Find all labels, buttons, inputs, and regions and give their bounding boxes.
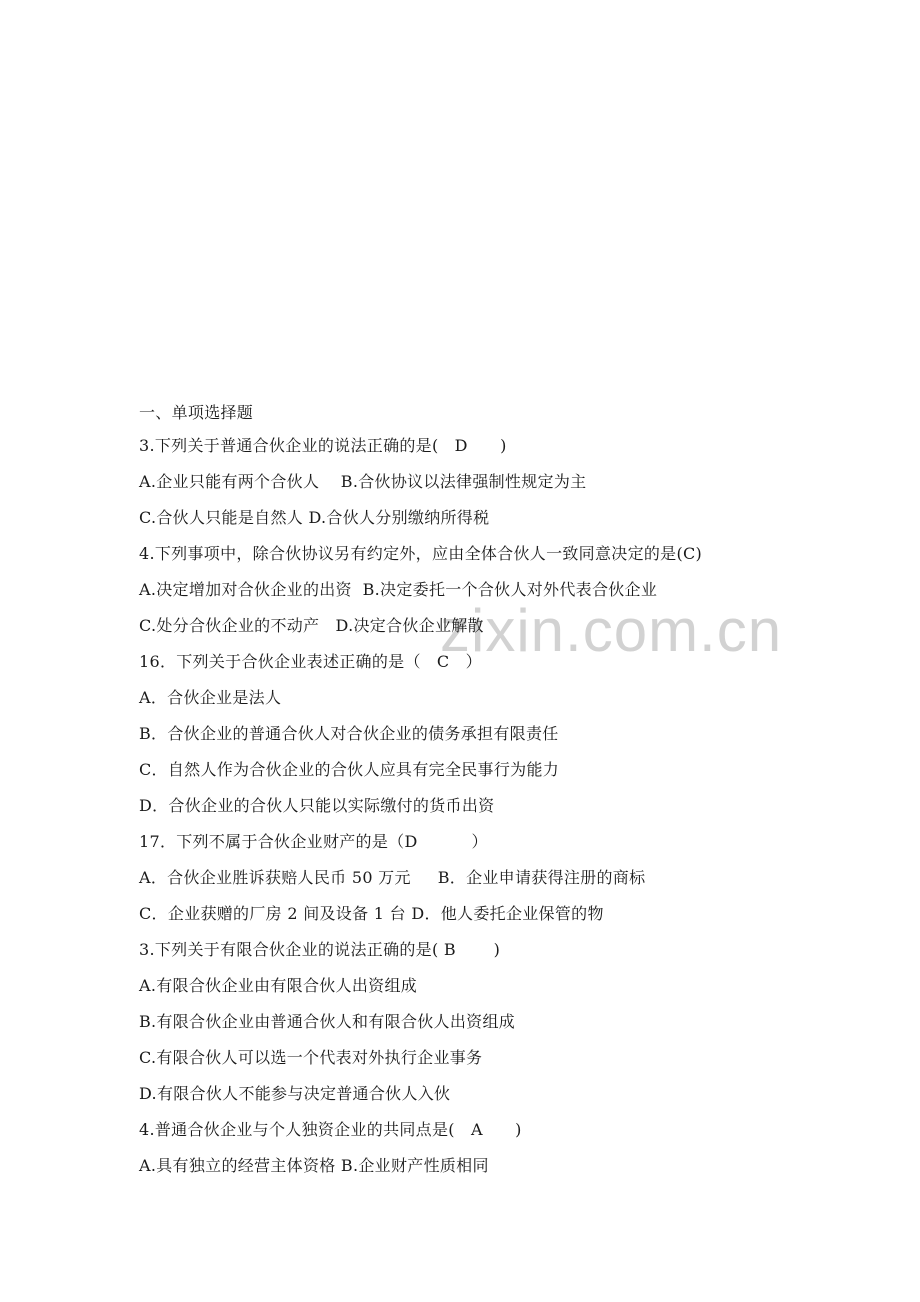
question-16-option-d: D．合伙企业的合伙人只能以实际缴付的货币出资 [139, 796, 495, 815]
question-16-option-a: A．合伙企业是法人 [139, 688, 282, 707]
question-16-option-b: B．合伙企业的普通合伙人对合伙企业的债务承担有限责任 [139, 724, 559, 743]
question-16-option-c: C．自然人作为合伙企业的合伙人应具有完全民事行为能力 [139, 760, 560, 779]
question-4-options-ab: A.决定增加对合伙企业的出资 B.决定委托一个合伙人对外代表合伙企业 [139, 580, 658, 599]
question-4b-stem: 4.普通合伙企业与个人独资企业的共同点是( A ) [139, 1120, 522, 1139]
question-17-stem: 17．下列不属于合伙企业财产的是（D ） [139, 832, 488, 851]
question-4-options-cd: C.处分合伙企业的不动产 D.决定合伙企业解散 [139, 616, 484, 635]
question-3b-option-c: C.有限合伙人可以选一个代表对外执行企业事务 [139, 1048, 483, 1067]
question-list [139, 398, 859, 1184]
question-3-stem: 3.下列关于普通合伙企业的说法正确的是( D ) [139, 436, 507, 455]
question-4-stem: 4.下列事项中，除合伙协议另有约定外，应由全体合伙人一致同意决定的是(C) [139, 544, 703, 563]
question-17-options-cd: C．企业获赠的厂房 2 间及设备 1 台 D．他人委托企业保管的物 [139, 904, 604, 923]
question-16-stem: 16．下列关于合伙企业表述正确的是（ C ） [139, 652, 482, 671]
watermark-text: zixin.com.cn [440, 597, 783, 664]
question-3b-option-b: B.有限合伙企业由普通合伙人和有限合伙人出资组成 [139, 1012, 516, 1031]
question-3b-option-d: D.有限合伙人不能参与决定普通合伙人入伙 [139, 1084, 451, 1103]
question-17-options-ab: A．合伙企业胜诉获赔人民币 50 万元 B．企业申请获得注册的商标 [139, 868, 646, 887]
question-4b-options-ab: A.具有独立的经营主体资格 B.企业财产性质相同 [139, 1156, 489, 1175]
question-3-options-cd: C.合伙人只能是自然人 D.合伙人分别缴纳所得税 [139, 508, 490, 527]
section-title: 一、单项选择题 [139, 403, 254, 422]
question-3-options-ab: A.企业只能有两个合伙人 B.合伙协议以法律强制性规定为主 [139, 472, 587, 491]
question-3b-option-a: A.有限合伙企业由有限合伙人出资组成 [139, 976, 418, 995]
question-3b-stem: 3.下列关于有限合伙企业的说法正确的是( B ) [139, 940, 501, 959]
